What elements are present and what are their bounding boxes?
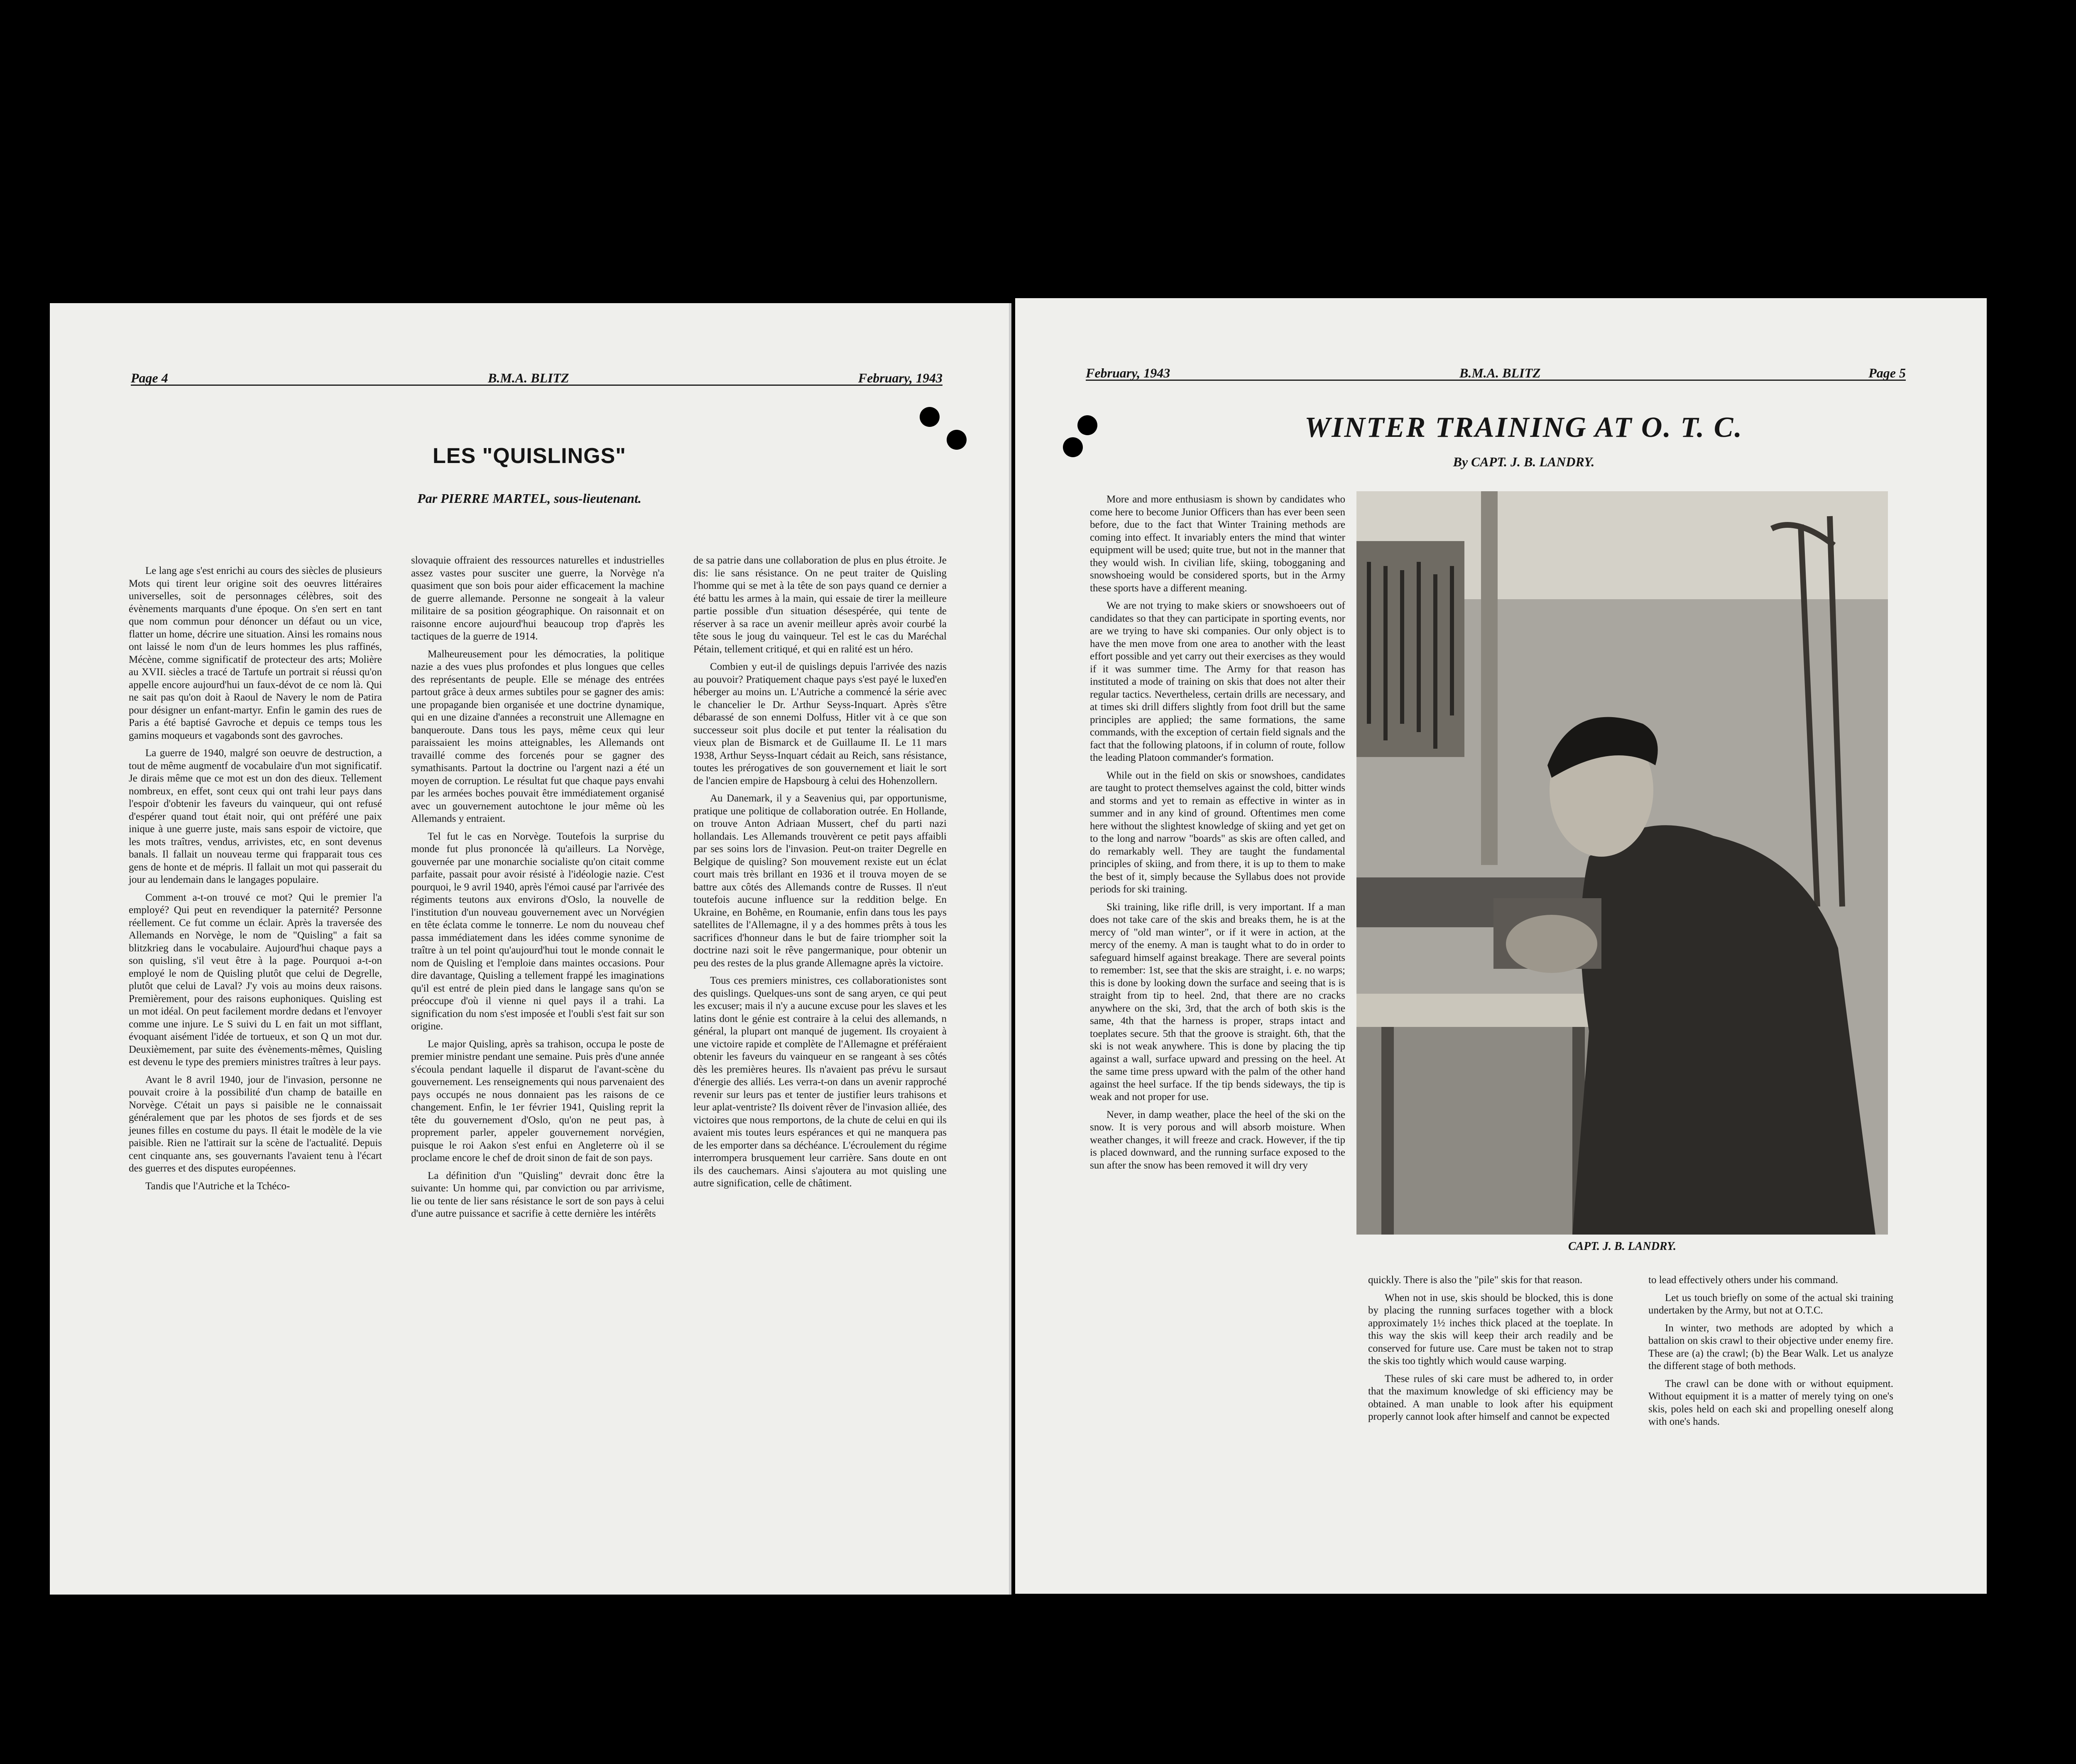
- paragraph: In winter, two methods are adopted by which a battalion on skis crawl to their objective under enemy fire. These are (a) the crawl; (b) the Bear Walk. Let us analyze the different stage of both methods.: [1648, 1322, 1893, 1372]
- photo-illustration: [1356, 491, 1888, 1235]
- article-column-2: [411, 554, 664, 1225]
- paragraph: Comment a-t-on trouvé ce mot? Qui le premier l'a employé? Qui peut en revendiquer la paternité? Personne réellement. Ce fut comme un éclair. Après la traversée des Allemands en Norvège, le nom de "Quisling" a fait sa blitzkrieg dans le vocabulaire. Aujourd'hui chaque pays a son quisling, s'il veut être à la page. Pourquoi a-t-on employé le nom de Quisling plutôt que celui de Degrelle, plutôt que celui de Laval? J'y vois au moins deux raisons. Premièrement, pour des raisons euphoniques. Quisling est un mot idéal. On peut facilement mordre dedans et l'envoyer comme une injure. Le S suivi du L en fait un mot sifflant, évoquant aisément l'idée de tortueux, et son Q un mot dur. Deuxièmement, par suite des évènements-mêmes, Quisling est devenu le type des premiers ministres traîtres à leur pays.: [129, 892, 382, 1068]
- article-byline: By CAPT. J. B. LANDRY.: [1453, 454, 1595, 469]
- paragraph: We are not trying to make skiers or snowshoeers out of candidates so that they can participate in sporting events, nor are we trying to have ski companies. Our only object is to have the men move from one area to another with the least effort possible and yet carry out their exercises as they would if it was summer time. The Army for that reason has instituted a mode of training on skis that does not alter their regular tactics. Nevertheless, certain drills are necessary, and at times ski drill differs slightly from foot drill but the same principles are applied; the same formations, the same commands, with the exception of certain field signals and the fact that the following platoons, if in column of route, follow the leading Platoon commander's formation.: [1090, 600, 1345, 763]
- paragraph: Malheureusement pour les démocraties, la politique nazie a des vues plus profondes et plus longues que celles des représentants de peuple. Elle se ménage des entrées partout grâce à deux armes subtiles pour se gagner des amis: une propagande bien organisée et une doctrine dynamique, qui en une dizaine d'années a reconstruit une Allemagne en banqueroute. Dans tous les pays, même ceux qui leur paraissaient les moins atteignables, les Allemands ont travaillé comme des forcenés pour se gagner des symathisants. Partout la doctrine ou l'argent nazi a été un moyen de corruption. Le résultat fut que chaque pays envahi par les armées boches pouvait être immédiatement organisé avec un gouvernement autochtone le jour même où les Allemands y entraient.: [411, 648, 664, 824]
- publication-name: B.M.A. BLITZ: [1459, 365, 1541, 380]
- page-header: [1086, 365, 1906, 381]
- article-column-3: [1648, 1274, 1893, 1433]
- paragraph: La définition d'un "Quisling" devrait donc être la suivante: Un homme qui, par conviction ou par arrivisme, lie ou tente de lier sans résistance le sort de son pays à celui d'une autre puissance et sacrifie à cette dernière les intérêts: [411, 1170, 664, 1219]
- article-byline: Par PIERRE MARTEL, sous-lieutenant.: [417, 491, 641, 506]
- paragraph: Tandis que l'Autriche et la Tchéco-: [145, 1180, 290, 1192]
- paragraph: Le major Quisling, après sa trahison, occupa le poste de premier ministre pendant une semaine. Puis près d'une année s'écoula pendant laquelle il disparut de l'avant-scène du gouvernement. Les renseignements qui nous parvenaient des pays occupés ne nous donnaient pas les raisons de ce changement. Enfin, le 1er février 1941, Quisling reprit la tête du gouvernement d'Oslo, qu'on ne peut pas, à proprement parler, appeler gouvernement norvégien, puisque le roi Aakon s'est enfui en Angleterre où il se proclame encore le chef de droit sinon de fait de son pays.: [411, 1038, 664, 1164]
- article-title: LES "QUISLINGS": [433, 444, 626, 468]
- article-column-1: [1090, 493, 1345, 1177]
- paragraph: Avant le 8 avril 1940, jour de l'invasion, personne ne pouvait croire à la possibilité d'un champ de bataille en Norvège. C'était un pays si paisible ne le connaissait généralement que par les photos de ses fjords et de ses jeunes filles en costume du pays. Il était le modèle de la vie paisible. Rien ne l'attirait sur la scène de l'actualité. Depuis cent cinquante ans, ses gouvernants l'avaient tenu à l'écart des guerres et des disputes européennes.: [129, 1074, 382, 1174]
- paragraph: to lead effectively others under his command.: [1648, 1274, 1839, 1286]
- paragraph: La guerre de 1940, malgré son oeuvre de destruction, a tout de même augmentf de vocabulaire d'un mot significatif. Je dirais même que ce mot est un don des dieux. Tellement nombreux, en effet, sont ceux qui ont trahi leur pays dans l'espoir d'obtenir les faveurs du vainqueur, qui ont refusé d'espérer quand tout était noir, qui ont préféré une paix inique à une guerre juste, mais sans espoir de victoire, que les mots traîtres, vendus, arrivistes, etc, en sont devenus banals. Il fallait un nouveau terme qui frapparait tous ces gens de honte et de mépris. Il fallait un mot qui passerait du jour au lendemain dans le langages populaire.: [129, 747, 382, 885]
- photo-caption: CAPT. J. B. LANDRY.: [1568, 1240, 1677, 1253]
- paragraph: Tel fut le cas en Norvège. Toutefois la surprise du monde fut plus prononcée là qu'ailleurs. La Norvège, gouvernée par une monarchie socialiste qu'on citait comme parfaite, passait pour avoir résisté à l'idéologie nazie. C'est pourquoi, le 9 avril 1940, après l'émoi causé par l'arrivée des régiments teutons aux environs d'Oslo, la nouvelle de l'institution d'un nouveau gouvernement avec un Norvégien en tête éclata comme le tonnerre. Le nom du nouveau chef passa immédiatement dans les idées comme synonime de traître à un tel point qu'aujourd'hui tout le monde connait le nom de Quisling et l'emploie dans maintes occasions. Pour dire davantage, Quisling a tellement frappé les imaginations qu'il est entré de plein pied dans le langage sans qu'on se préoccupe d'où il vienne ni quel pays il a trahi. La signification du nom s'est imposée et l'oubli s'est fait sur son origine.: [411, 831, 664, 1032]
- portrait-photo: [1356, 491, 1888, 1235]
- paragraph: Au Danemark, il y a Seavenius qui, par opportunisme, pratique une politique de collaboration outrée. En Hollande, on trouve Anton Adriaan Mussert, chef du parti nazi hollandais. Les Allemands trouvèrent ce petit pays affaibli par ses soins lors de l'invasion. Peut-on traiter Degrelle en Belgique de quisling? Son mouvement rexiste eut un éclat court mais très brillant en 1936 et il trouva moyen de se battre aux côtés des Allemands contre de Russes. Il n'eut toutefois aucune influence sur la reddition belge. En Ukraine, en Bohême, en Roumanie, enfin dans tous les pays satellites de l'Allemagne, il y a des hommes prêts à tous les sacrifices d'honneur dans le but de faire triompher soit la doctrine nazi soit le rêve pangermanique, pour obtenir un peu des restes de la plus grande Allemagne après la victoire.: [693, 793, 947, 969]
- article-column-3: [693, 554, 947, 1195]
- punch-hole: [920, 407, 940, 427]
- article-column-1: [129, 565, 382, 1198]
- page-number: Page 5: [1868, 365, 1906, 380]
- paragraph: When not in use, skis should be blocked, this is done by placing the running surfaces together with a block approximately 1½ inches thick placed at the toeplate. In this way the skis will keep their arch readily and be conserved for future use. Care must be taken not to strap the skis too tightly which would cause warping.: [1368, 1292, 1613, 1367]
- right-page: [1015, 298, 1987, 1594]
- left-page: [50, 303, 1009, 1595]
- paragraph: These rules of ski care must be adhered to, in order that the maximum knowledge of ski efficiency may be obtained. A man unable to look after his equipment properly cannot look after himself and cannot be expected: [1368, 1373, 1613, 1422]
- publication-name: B.M.A. BLITZ: [488, 370, 569, 385]
- page-number: Page 4: [131, 370, 168, 385]
- paragraph: Combien y eut-il de quislings depuis l'arrivée des nazis au pouvoir? Pratiquement chaque pays s'est payé le luxed'en héberger au moins un. L'Autriche a commencé la série avec le chancelier le Dr. Arthur Seyss-Inquart. Après s'être débarassé de son ennemi Dolfuss, Hitler vit à ce que son successeur soit plus docile et put tenter la réalisation du vieux plan de Bismarck et de Guillaume II. Le 11 mars 1938, Arthur Seyss-Inquart cédait au Reich, sans résistance, toutes les prérogatives de son gouvernement et liait le sort de l'ancien empire de Hapsbourg à celui des Hohenzollern.: [693, 661, 947, 786]
- paragraph: Never, in damp weather, place the heel of the ski on the snow. It is very porous and will absorb moisture. When weather changes, it will freeze and crack. However, if the tip is placed downward, and the running surface exposed to the sun after the snow has been removed it will dry very: [1090, 1109, 1345, 1171]
- paragraph: The crawl can be done with or without equipment. Without equipment it is a matter of merely tying on one's skis, poles held on each ski and propelling oneself along with one's hands.: [1648, 1378, 1893, 1427]
- paragraph: Tous ces premiers ministres, ces collaborationistes sont des quislings. Quelques-uns sont de sang aryen, ce qui peut les excuser; mais il n'y a aucune excuse pour les slaves et les latins dont le génie est contraire à la celui des allemands, n général, la plupart ont manqué de jugement. Ils croyaient à une victoire rapide et complète de l'Allemagne et préféraient obtenir les faveurs du vainqueur en se rangeant à ses côtés dès les premières heures. Ils n'avaient pas prévu le sursaut d'énergie des alliés. Les verra-t-on dans un avenir rapproché revenir sur leurs pas et tenter de justifier leurs trahisons et leur aplat-ventriste? Ils doivent rêver de l'invasion alliée, des victoires que nous remportons, de la chute de celui en qui ils avaient mis toutes leurs espérances et qui ne manquera pas de les emporter dans sa déchéance. L'écroulement du régime interrompera brusquement leur carrière. Sans doute en ont ils des cauchemars. Ainsi s'ajoutera au mot quisling une autre signification, celle de châtiment.: [693, 975, 947, 1189]
- page-header: [131, 370, 943, 386]
- paragraph: Let us touch briefly on some of the actual ski training undertaken by the Army, but not at O.T.C.: [1648, 1292, 1893, 1316]
- issue-date: February, 1943: [1086, 365, 1170, 380]
- issue-date: February, 1943: [858, 370, 943, 385]
- paragraph: More and more enthusiasm is shown by candidates who come here to become Junior Officers than has ever been seen before, due to the fact that Winter Training methods are coming into effect. It invariably enters the mind that winter equipment will be used; quite true, but not in the manner that they would wish. In civilian life, skiing, tobogganing and snowshoeing would be considered sports, but in the Army these sports have a different meaning.: [1090, 494, 1345, 594]
- article-column-2: [1368, 1274, 1613, 1428]
- paragraph: slovaquie offraient des ressources naturelles et industrielles assez vastes pour susciter une guerre, la Norvège n'a quasiment que son bois pour aider efficacement la machine de guerre allemande. Personne ne songeait à la valeur militaire de sa position géographique. On raisonnait et on raisonne encore aujourd'hui beaucoup trop d'après les tactiques de la guerre de 1914.: [411, 555, 664, 642]
- paragraph: Le lang age s'est enrichi au cours des siècles de plusieurs Mots qui tirent leur origine soit des oeuvres littéraires universelles, soit de personnages célèbres, soit des évènements marquants d'une époque. On s'en sert en tant que nom commun pour dénoncer un défaut ou un vice, flatter un home, décrire une situation. Ainsi les romains nous ont laissé le nom d'un de leurs hommes les plus raffinés, Mécène, comme significatif de protecteur des arts; Molière au XVII. siècles a tracé de Tartufe un portrait si réussi qu'on appelle encore aujourd'hui un faux-dévot de ce nom là. Qui ne sait pas qu'on doit à Raoul de Navery le nom de Patira pour désigner un enfant-martyr. Enfin le gamin des rues de Paris a été baptisé Gavroche et depuis ce temps tous les gamins moqueurs et vagabonds sont des gavroches.: [129, 565, 382, 741]
- paragraph: While out in the field on skis or snowshoes, candidates are taught to protect themselves against the cold, bitter winds and storms and yet to remain as effective in winter as in summer and in any kind of ground. Oftentimes men come here without the slightest knowledge of skiing and yet get on to the long and narrow "boards" as skis are often called, and do remarkably well. They are taught the fundamental principles of skiing, and from there, it is up to them to make the best of it, simply because the Syllabus does not provide periods for ski training.: [1090, 769, 1345, 895]
- paragraph: quickly. There is also the "pile" skis for that reason.: [1368, 1274, 1583, 1286]
- article-title: WINTER TRAINING AT O. T. C.: [1304, 412, 1743, 443]
- paragraph: de sa patrie dans une collaboration de plus en plus étroite. Je dis: lie sans résistance. On ne peut traiter de Quisling l'homme qui se met à la tête de son pays quand ce dernier a été battu les armes à la main, qui essaie de tirer la meilleure partie possible d'un situation désespérée, qui tente de réserver à sa race un avenir meilleur après avoir courbé la tête sous le joug du vainqueur. Tel est le cas du Maréchal Pétain, tellement critiqué, et qui en ralité est un héro.: [693, 555, 947, 655]
- paragraph: Ski training, like rifle drill, is very important. If a man does not take care of the skis and breaks them, he is at the mercy of "old man winter", or if it were in action, at the mercy of the enemy. A man is taught what to do in order to safeguard himself against breakage. There are several points to remember: 1st, see that the skis are straight, i. e. no warps; this is done by looking down the surface and seeing that is is straight from tip to heel. 2nd, that there are no cracks anywhere on the ski, 3rd, that the arch of both skis is the same, 4th that the harness is proper, straps intact and toeplates secure. 5th that the groove is straight. 6th, that the ski is not weak anywhere. This is done by placing the tip against a wall, surface upward and pressing on the heel. At the same time press upward with the palm of the other hand against the heel surface. If the tip bends sideways, the tip is weak and not proper for use.: [1090, 901, 1345, 1102]
